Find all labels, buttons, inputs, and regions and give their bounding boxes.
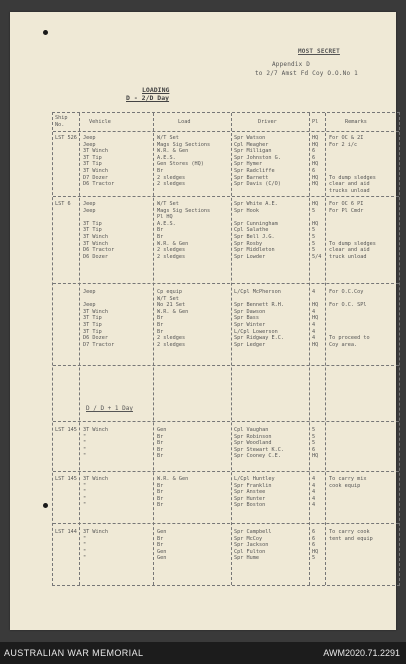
vehicle-cell: 3T Winch (83, 427, 108, 433)
vehicle-cell: " (83, 542, 87, 549)
vehicle-cell: 3T Winch (83, 476, 108, 482)
driver-cell: Spr Rosby (234, 240, 263, 247)
platoon-cell: HQ (312, 181, 319, 188)
driver-cell: L/Cpl McPherson (234, 289, 281, 295)
driver-cell: Spr Ledger (234, 341, 266, 348)
load-cell: Gen (157, 427, 167, 433)
load-cell: W.R. & Gen (157, 476, 189, 482)
remarks-cell: To carry cook (329, 529, 370, 535)
platoon-cell: 4 (312, 322, 316, 328)
load-cell: No 21 Set (157, 302, 186, 309)
vehicle-cell: " (83, 482, 87, 489)
header-platoon: Pl (312, 119, 319, 125)
remarks-cell: Coy area. (329, 341, 358, 348)
vehicle-cell: D6 Tractor (83, 247, 115, 254)
platoon-cell: 5 (312, 227, 316, 234)
vehicle-cell: 3T Tip (83, 154, 102, 161)
vehicle-cell: 3T Tip (83, 328, 102, 335)
footer-bar (0, 642, 406, 664)
platoon-cell: 5 (312, 240, 316, 247)
driver-cell: Spr Ridgway E.C. (234, 335, 284, 342)
header-ship: Ship No. (55, 115, 68, 128)
vehicle-cell: " (83, 535, 87, 542)
load-cell: Br (157, 495, 164, 502)
driver-cell: Spr Boston (234, 502, 266, 509)
driver-cell: Cpl Meagher (234, 141, 269, 148)
period-title: D - 2/D Day (126, 94, 170, 102)
vehicle-cell: 3T Winch (83, 529, 108, 535)
platoon-cell: HQ (312, 141, 319, 148)
platoon-cell: 5/4 (312, 253, 322, 260)
driver-cell: Spr Middleton (234, 247, 275, 254)
driver-cell: Spr Barnett (234, 174, 269, 181)
vehicle-cell: D6 Dozer (83, 335, 108, 342)
load-cell: Gen Stores (HQ) (157, 161, 204, 168)
load-cell: W.R. & Gen (157, 240, 189, 247)
driver-cell: Spr Bell J.G. (234, 234, 275, 240)
appendix-reference: to 2/7 Amst Fd Coy O.O.No 1 (255, 70, 358, 77)
platoon-cell: 4 (312, 308, 316, 315)
platoon-cell: 4 (312, 495, 316, 502)
platoon-cell: 5 (312, 247, 316, 254)
appendix-label: Appendix D (272, 61, 311, 68)
vehicle-cell: D6 Dozer (83, 253, 108, 260)
driver-cell: Spr Lowder (234, 253, 266, 260)
driver-cell: Spr Johnston G. (234, 154, 281, 161)
load-cell: Br (157, 440, 164, 447)
load-cell: Br (157, 315, 164, 322)
driver-cell: Spr Woodland (234, 440, 272, 447)
remarks-cell: clear and aid (329, 181, 370, 188)
load-cell: Mags Sig Sections (157, 141, 211, 148)
driver-cell: Spr Winter (234, 322, 266, 328)
vehicle-cell: " (83, 495, 87, 502)
load-cell: Br (157, 234, 164, 240)
driver-cell: Spr Robinson (234, 433, 272, 440)
security-classification: MOST SECRET (298, 48, 340, 55)
vehicle-cell: " (83, 433, 87, 440)
header-driver: Driver (258, 119, 277, 125)
ship-number: LST 145 (55, 427, 77, 433)
ship-number: LST 145 (55, 476, 77, 482)
platoon-cell: HQ (312, 548, 319, 555)
remarks-cell: truck unload (329, 253, 367, 260)
driver-cell: Spr McCoy (234, 535, 263, 542)
vehicle-cell: 3T Tip (83, 161, 102, 168)
platoon-cell: 5 (312, 234, 316, 240)
remarks-cell: For Pl Cmdr (329, 207, 364, 214)
platoon-cell: HQ (312, 135, 319, 141)
remarks-cell: To dump sledges (329, 174, 376, 181)
institution-name: AUSTRALIAN WAR MEMORIAL (4, 648, 144, 658)
vehicle-cell: 3T Tip (83, 322, 102, 328)
vehicle-cell: 3T Tip (83, 227, 102, 234)
vehicle-cell: 3T Winch (83, 240, 108, 247)
load-cell: 2 sledges (157, 247, 186, 254)
remarks-cell: To dump sledges (329, 240, 376, 247)
platoon-cell: 4 (312, 335, 316, 342)
vehicle-cell: Jeep (83, 289, 96, 295)
vehicle-cell: " (83, 446, 87, 453)
platoon-cell: 4 (312, 476, 316, 482)
load-cell: Br (157, 446, 164, 453)
load-cell: Gen (157, 548, 167, 555)
driver-cell: Spr Bass (234, 315, 259, 322)
remarks-cell: To proceed to (329, 335, 370, 342)
load-cell: Br (157, 535, 164, 542)
load-cell: Cp equip (157, 289, 182, 295)
remarks-cell: trucks unload (329, 187, 370, 194)
vehicle-cell: Jeep (83, 201, 96, 207)
load-cell: A.E.S. (157, 220, 176, 227)
platoon-cell: 5 (312, 427, 316, 433)
remarks-cell: For O.C.Coy (329, 289, 364, 295)
load-cell: W/T Set (157, 295, 179, 302)
platoon-cell: 5 (312, 440, 316, 447)
load-cell: Br (157, 542, 164, 549)
load-cell: 2 sledges (157, 335, 186, 342)
platoon-cell: HQ (312, 161, 319, 168)
ship-number: LST 144 (55, 529, 77, 535)
platoon-cell: HQ (312, 201, 319, 207)
load-cell: Mags Sig Sections (157, 207, 211, 214)
driver-cell: Spr Hume (234, 555, 259, 562)
document-page (4, 12, 400, 658)
vehicle-cell: " (83, 548, 87, 555)
driver-cell: Spr Bennett R.H. (234, 302, 284, 309)
platoon-cell: HQ (312, 302, 319, 309)
platoon-cell: 6 (312, 529, 316, 535)
load-cell: Br (157, 227, 164, 234)
platoon-cell: 6 (312, 154, 316, 161)
driver-cell: Spr Davis (C/O) (234, 181, 281, 188)
vehicle-cell: " (83, 440, 87, 447)
vehicle-cell: D6 Tractor (83, 181, 115, 188)
load-cell: Br (157, 328, 164, 335)
load-cell: 2 sledges (157, 174, 186, 181)
vehicle-cell: Jeep (83, 141, 96, 148)
driver-cell: Spr Jackson (234, 542, 269, 549)
ship-number: LST 6 (55, 201, 71, 207)
vehicle-cell: " (83, 453, 87, 460)
driver-cell: Spr Stewart K.C. (234, 446, 284, 453)
driver-cell: L/Cpl Lowerson (234, 328, 278, 335)
load-cell: W/T Set (157, 135, 179, 141)
platoon-cell: 6 (312, 542, 316, 549)
load-cell: A.E.S. (157, 154, 176, 161)
vehicle-cell: D7 Dozer (83, 174, 108, 181)
platoon-cell: HQ (312, 174, 319, 181)
platoon-cell: HQ (312, 453, 319, 460)
punch-hole (43, 503, 48, 508)
platoon-cell: HQ (312, 341, 319, 348)
driver-cell: Cpl Fulton (234, 548, 266, 555)
driver-cell: Spr Anstee (234, 489, 266, 496)
punch-hole (43, 30, 48, 35)
load-cell: Br (157, 489, 164, 496)
vehicle-cell: Jeep (83, 135, 96, 141)
header-load: Load (178, 119, 191, 125)
load-cell: Br (157, 322, 164, 328)
driver-cell: Spr Hymer (234, 161, 263, 168)
platoon-cell: 4 (312, 482, 316, 489)
vehicle-cell: 3T Tip (83, 315, 102, 322)
driver-cell: L/Cpl Huntley (234, 476, 275, 482)
load-cell: W/T Set (157, 201, 179, 207)
platoon-cell: 6 (312, 535, 316, 542)
load-cell: Br (157, 433, 164, 440)
load-cell: Pl HQ (157, 214, 173, 221)
driver-cell: Spr Cooney C.E. (234, 453, 281, 460)
platoon-cell: 5 (312, 433, 316, 440)
loading-title: LOADING (142, 86, 170, 94)
vehicle-cell: " (83, 489, 87, 496)
load-cell: Br (157, 168, 164, 174)
load-cell: W.R. & Gen (157, 308, 189, 315)
load-cell: Gen (157, 555, 167, 562)
platoon-cell: 4 (312, 328, 316, 335)
platoon-cell: 6 (312, 148, 316, 155)
driver-cell: Spr Dawson (234, 308, 266, 315)
vehicle-cell: 3T Winch (83, 234, 108, 240)
driver-cell: Spr Hunter (234, 495, 266, 502)
driver-cell: Cpl Salathe (234, 227, 269, 234)
load-cell: W.R. & Gen (157, 148, 189, 155)
remarks-cell: For OC 6 PI (329, 201, 364, 207)
vehicle-cell: 3T Winch (83, 168, 108, 174)
load-cell: Gen (157, 529, 167, 535)
platoon-cell: HQ (312, 315, 319, 322)
driver-cell: Spr Radcliffe (234, 168, 275, 174)
platoon-cell: 4 (312, 289, 316, 295)
driver-cell: Spr Milligan (234, 148, 272, 155)
load-cell: Br (157, 482, 164, 489)
vehicle-cell: " (83, 555, 87, 562)
platoon-cell: 5 (312, 207, 316, 214)
remarks-cell: To carry mix (329, 476, 367, 482)
vehicle-cell: Jeep (83, 302, 96, 309)
load-cell: Br (157, 502, 164, 509)
driver-cell: Spr White A.E. (234, 201, 278, 207)
driver-cell: Spr Franklin (234, 482, 272, 489)
platoon-cell: 4 (312, 502, 316, 509)
load-cell: 2 sledges (157, 181, 186, 188)
ship-number: LST 526 (55, 135, 77, 141)
group-label: D / D + 1 Day (86, 405, 133, 412)
platoon-cell: 5 (312, 555, 316, 562)
vehicle-cell: " (83, 502, 87, 509)
remarks-cell: clear and aid (329, 247, 370, 254)
vehicle-cell: 3T Winch (83, 148, 108, 155)
vehicle-cell: D7 Tractor (83, 341, 115, 348)
remarks-cell: For OC & 2I (329, 135, 364, 141)
load-cell: 2 sledges (157, 253, 186, 260)
remarks-cell: cook equip (329, 482, 361, 489)
load-cell: 2 sledges (157, 341, 186, 348)
vehicle-cell: 3T Winch (83, 308, 108, 315)
platoon-cell: 6 (312, 446, 316, 453)
header-vehicle: Vehicle (89, 119, 111, 125)
header-remarks: Remarks (345, 119, 367, 125)
driver-cell: Cpl Vaughan (234, 427, 269, 433)
remarks-cell: For 2 i/c (329, 141, 358, 148)
driver-cell: Spr Campbell (234, 529, 272, 535)
platoon-cell: HQ (312, 220, 319, 227)
vehicle-cell: Jeep (83, 207, 96, 214)
loading-table (52, 112, 400, 586)
driver-cell: Spr Watson (234, 135, 266, 141)
driver-cell: Spr Cunningham (234, 220, 278, 227)
platoon-cell: 4 (312, 489, 316, 496)
catalogue-reference: AWM2020.71.2291 (323, 648, 400, 658)
platoon-cell: 6 (312, 168, 316, 174)
remarks-cell: tent and equip (329, 535, 373, 542)
driver-cell: Spr Hook (234, 207, 259, 214)
vehicle-cell: 3T Tip (83, 220, 102, 227)
remarks-cell: For O.C. SPl (329, 302, 367, 309)
load-cell: Br (157, 453, 164, 460)
